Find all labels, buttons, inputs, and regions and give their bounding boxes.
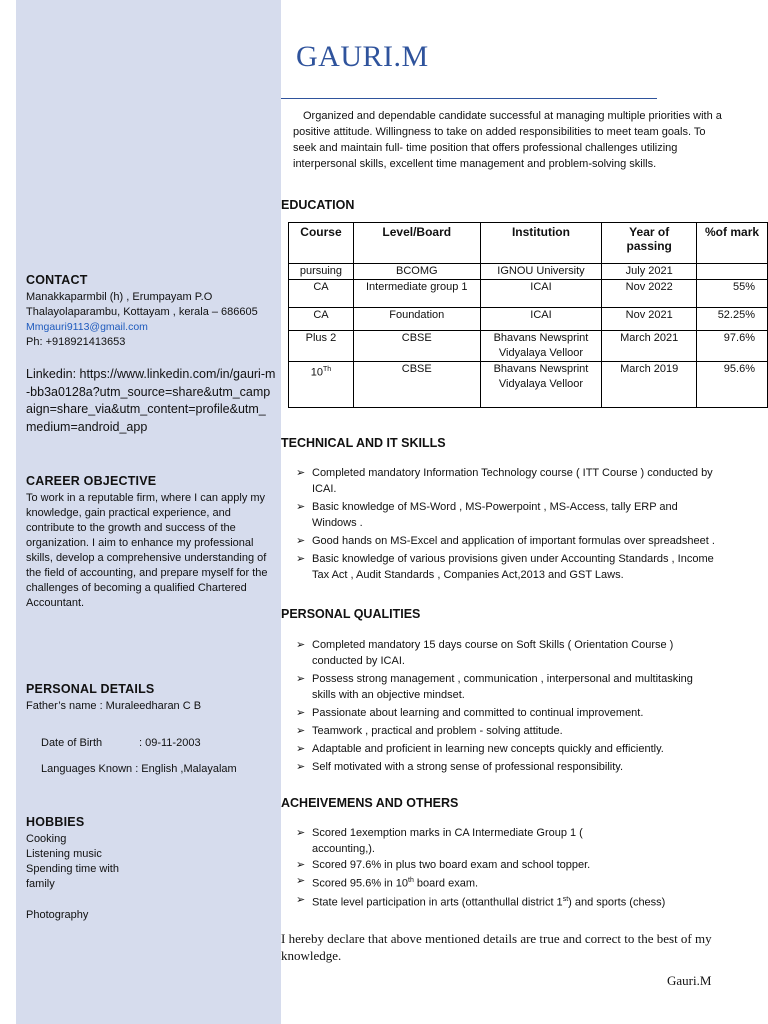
dob-label: Date of Birth (41, 737, 103, 749)
table-cell: ICAI (480, 280, 602, 308)
list-item: ➢ Scored 97.6% in plus two board exam and school topper. (296, 859, 591, 871)
date-of-birth (26, 736, 276, 751)
table-cell: 97.6% (697, 331, 768, 362)
technical-skills-heading: TECHNICAL AND IT SKILLS (281, 436, 446, 450)
table-cell: Bhavans Newsprint Vidyalaya Velloor (480, 362, 602, 408)
address-line-2: Thalayolaparambu, Kottayam , kerala – 686605 (26, 306, 258, 318)
arrow-bullet-icon: ➢ (296, 725, 306, 737)
hobby-item: Listening music (26, 848, 102, 860)
list-item: ➢ Self motivated with a strong sense of professional responsibility. (296, 761, 624, 773)
career-objective-text: To work in a reputable firm, where I can apply my knowledge, gain practical experience, and contribute to the growth and success of the organization. I aim to enhance my professional skills, develop a comprehensive understanding of the field of accounting, and prepare myself for the challenges of becoming a qualified Chartered Accountant. (26, 492, 268, 609)
list-item: ➢ Scored 95.6% in 10th board exam. (296, 875, 479, 890)
education-heading: EDUCATION (281, 198, 355, 212)
table-cell: ICAI (480, 308, 602, 331)
email-link[interactable]: Mmgauri9113@gmail.com (26, 321, 148, 333)
arrow-bullet-icon: ➢ (296, 893, 306, 906)
achievements-heading: ACHEIVEMENS AND OTHERS (281, 796, 459, 810)
arrow-bullet-icon: ➢ (296, 535, 306, 547)
father-name: Father’s name : Muraleedharan C B (26, 700, 202, 712)
table-cell: 52.25% (697, 308, 768, 331)
column-header: Institution (480, 223, 602, 264)
table-cell: pursuing (289, 264, 354, 280)
list-item: ➢ Completed mandatory Information Technology course ( ITT Course ) conducted by ICAI. (296, 467, 713, 495)
table-row (289, 280, 768, 308)
list-item: ➢ Teamwork , practical and problem - solving attitude. (296, 725, 563, 737)
table-cell: July 2021 (602, 264, 697, 280)
personal-details-heading: PERSONAL DETAILS (26, 682, 155, 696)
list-item: ➢ Scored 1exemption marks in CA Intermediate Group 1 ( accounting,). (296, 827, 583, 855)
arrow-bullet-icon: ➢ (296, 827, 306, 839)
career-objective-section (26, 474, 271, 611)
table-row (289, 308, 768, 331)
table-cell: March 2021 (602, 331, 697, 362)
table-cell: CBSE (353, 331, 480, 362)
arrow-bullet-icon: ➢ (296, 707, 306, 719)
personal-details-section (26, 682, 276, 777)
table-cell: Nov 2021 (602, 308, 697, 331)
table-cell: IGNOU University (480, 264, 602, 280)
hobby-item: Photography (26, 909, 89, 921)
course-text: 10 (310, 366, 323, 379)
hobbies-heading: HOBBIES (26, 815, 85, 829)
hobbies-section (26, 815, 146, 923)
table-cell: Bhavans Newsprint Vidyalaya Velloor (480, 331, 602, 362)
list-item: ➢ State level participation in arts (ottanthullal district 1st) and sports (chess) (296, 893, 666, 909)
list-item: ➢ Passionate about learning and committed to continual improvement. (296, 707, 644, 719)
phone-number: Ph: +918921413653 (26, 336, 126, 348)
list-item: ➢ Possess strong management , communication , interpersonal and multitasking skills with an objective mindset. (296, 673, 693, 701)
table-cell: Nov 2022 (602, 280, 697, 308)
table-cell: CBSE (353, 362, 480, 408)
table-cell: 95.6% (697, 362, 768, 408)
arrow-bullet-icon: ➢ (296, 467, 306, 479)
table-cell: CA (289, 308, 354, 331)
address-line-1: Manakkaparmbil (h) , Erumpayam P.O (26, 291, 213, 303)
column-header: Level/Board (353, 223, 480, 264)
list-item: ➢ Basic knowledge of MS-Word , MS-Powerpoint , MS-Access, tally ERP and Windows . (296, 501, 678, 529)
hobby-item: Cooking (26, 833, 67, 845)
list-item: ➢ Good hands on MS-Excel and application of important formulas over spreadsheet . (296, 535, 715, 547)
column-header: Year of passing (602, 223, 697, 264)
table-cell: Intermediate group 1 (353, 280, 480, 308)
arrow-bullet-icon: ➢ (296, 553, 306, 565)
arrow-bullet-icon: ➢ (296, 639, 306, 651)
table-cell: Foundation (353, 308, 480, 331)
arrow-bullet-icon: ➢ (296, 743, 306, 755)
education-table-header (289, 223, 768, 264)
table-cell: BCOMG (353, 264, 480, 280)
table-row (289, 362, 768, 408)
languages-known: Languages Known : English ,Malayalam (41, 763, 237, 775)
table-cell (289, 362, 354, 408)
arrow-bullet-icon: ➢ (296, 673, 306, 685)
hobby-item: Spending time with family (26, 863, 119, 890)
arrow-bullet-icon: ➢ (296, 875, 306, 887)
superscript: Th (322, 366, 332, 373)
list-item: ➢ Basic knowledge of various provisions given under Accounting Standards , Income Tax Act , Audit Standards , Companies Act,2013 and GST Laws. (296, 553, 714, 581)
list-item: ➢ Adaptable and proficient in learning new concepts quickly and efficiently. (296, 743, 664, 755)
personal-qualities-heading: PERSONAL QUALITIES (281, 607, 421, 621)
arrow-bullet-icon: ➢ (296, 761, 306, 773)
list-item: ➢ Completed mandatory 15 days course on Soft Skills ( Orientation Course ) conducted by ICAI. (296, 639, 674, 667)
contact-section (26, 273, 276, 350)
education-table (288, 222, 768, 408)
career-objective-heading: CAREER OBJECTIVE (26, 474, 157, 488)
profile-summary: Organized and dependable candidate successful at managing multiple priorities with a positive attitude. Willingness to take on added responsibilities to meet team goals. To seek and maintain full- time position that offers professional challenges utilizing interpersonal skills, excellent time management and problem-solving skills. (293, 110, 722, 170)
table-cell: CA (289, 280, 354, 308)
table-cell: Plus 2 (289, 331, 354, 362)
table-cell: 55% (697, 280, 768, 308)
linkedin-link[interactable]: Linkedin: https://www.linkedin.com/in/gauri-m-bb3a0128a?utm_source=share&utm_campaign=share_via&utm_content=profile&utm_medium=android_app (26, 367, 276, 434)
achievements-list (296, 825, 666, 910)
declaration-text: I hereby declare that above mentioned details are true and correct to the best of my knowledge. (281, 931, 712, 963)
column-header: Course (289, 223, 354, 264)
arrow-bullet-icon: ➢ (296, 501, 306, 513)
table-row (289, 264, 768, 280)
table-cell: March 2019 (602, 362, 697, 408)
dob-value: : 09-11-2003 (139, 737, 201, 749)
contact-heading: CONTACT (26, 273, 88, 287)
technical-skills-list (296, 465, 716, 585)
candidate-name: GAURI.M (296, 40, 429, 73)
table-row (289, 331, 768, 362)
personal-qualities-list (296, 637, 716, 777)
column-header: %of mark (697, 223, 768, 264)
arrow-bullet-icon: ➢ (296, 859, 306, 871)
table-cell (697, 264, 768, 280)
signature-name: Gauri.M (667, 973, 712, 988)
title-divider (281, 98, 657, 99)
